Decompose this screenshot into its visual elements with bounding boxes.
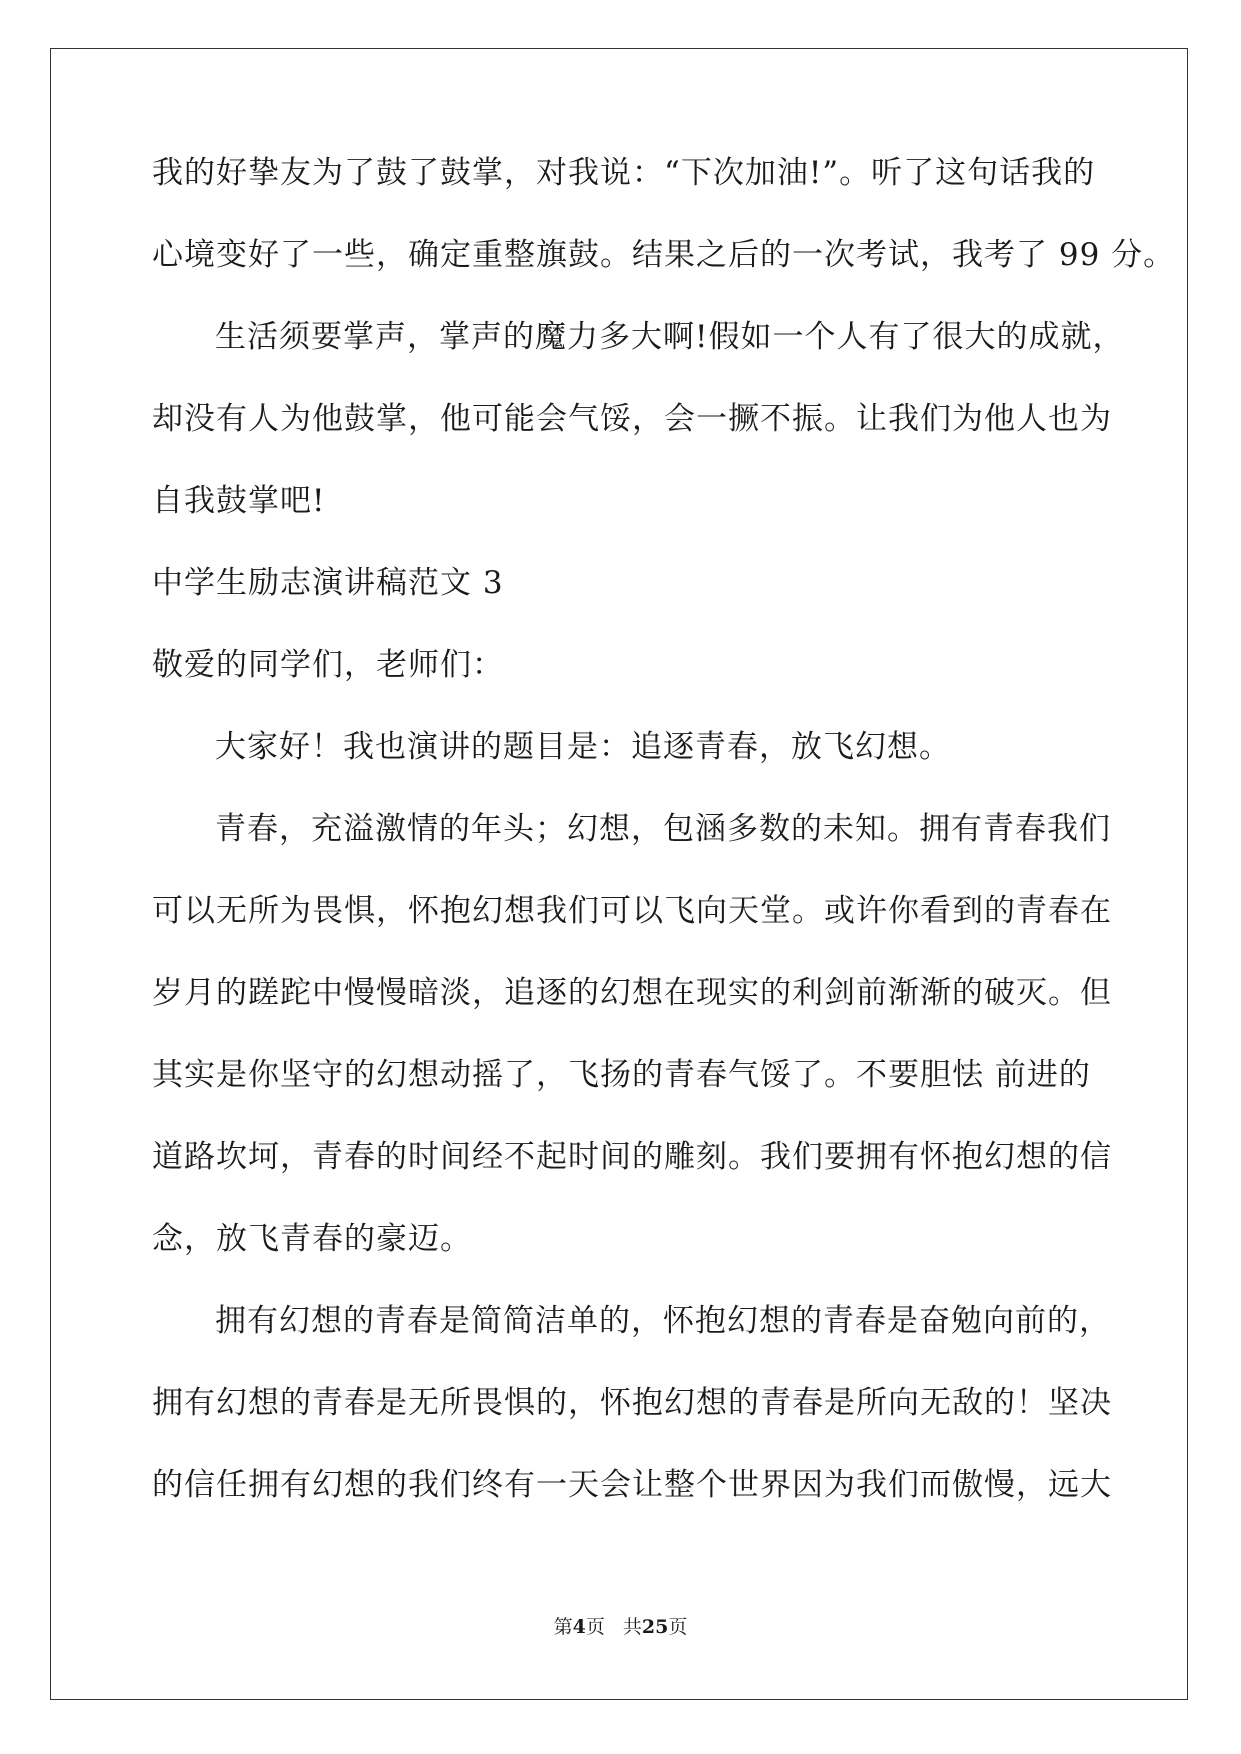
page-footer [0,1612,1241,1639]
total-prefix: 共 [622,1616,642,1638]
total-suffix: 页 [668,1616,688,1638]
paragraph-line: 我的好挚友为了鼓了鼓掌，对我说：“下次加油!”。听了这句话我的 [152,155,1096,191]
paragraph-line: 大家好！我也演讲的题目是：追逐青春，放飞幻想。 [215,729,951,765]
paragraph-line: 岁月的蹉跎中慢慢暗淡，追逐的幻想在现实的利剑前渐渐的破灭。但 [152,975,1112,1011]
page-frame [50,48,1188,1700]
page-total: 25 [641,1616,669,1638]
paragraph-line: 拥有幻想的青春是简简洁单的，怀抱幻想的青春是奋勉向前的， [215,1303,1111,1339]
paragraph-line: 心境变好了一些，确定重整旗鼓。结果之后的一次考试，我考了 99 分。 [152,237,1176,273]
paragraph-line: 可以无所为畏惧，怀抱幻想我们可以飞向天堂。或许你看到的青春在 [152,893,1112,929]
paragraph-line: 的信任拥有幻想的我们终有一天会让整个世界因为我们而傲慢，远大 [152,1467,1112,1503]
paragraph-line: 青春，充溢激情的年头；幻想，包涵多数的未知。拥有青春我们 [215,811,1111,847]
page-current: 4 [572,1616,586,1638]
paragraph-line: 自我鼓掌吧! [152,483,326,519]
paragraph-line: 念，放飞青春的豪迈。 [152,1221,472,1257]
page-suffix: 页 [585,1616,605,1638]
paragraph-line: 生活须要掌声，掌声的魔力多大啊!假如一个人有了很大的成就， [215,319,1125,355]
section-heading: 中学生励志演讲稿范文 3 [152,565,504,601]
paragraph-line: 道路坎坷，青春的时间经不起时间的雕刻。我们要拥有怀抱幻想的信 [152,1139,1112,1175]
page-prefix: 第 [553,1616,573,1638]
paragraph-line: 却没有人为他鼓掌，他可能会气馁，会一撅不振。让我们为他人也为 [152,401,1112,437]
paragraph-line: 拥有幻想的青春是无所畏惧的，怀抱幻想的青春是所向无敌的！坚决 [152,1385,1112,1421]
paragraph-line: 其实是你坚守的幻想动摇了，飞扬的青春气馁了。不要胆怯 前进的 [152,1057,1091,1093]
salutation: 敬爱的同学们，老师们： [152,647,504,683]
